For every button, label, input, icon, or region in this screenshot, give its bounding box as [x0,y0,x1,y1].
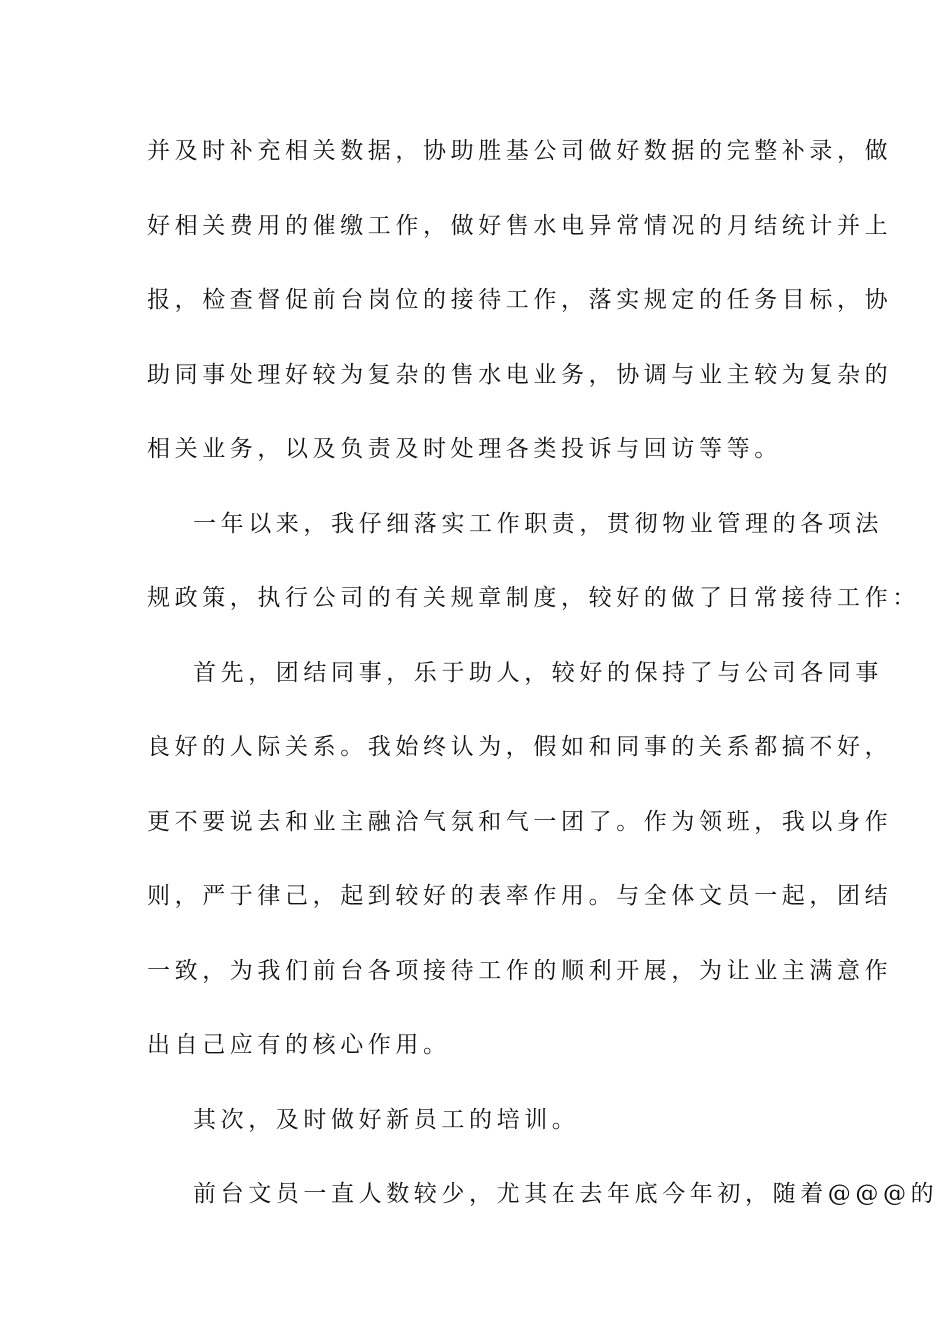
text-line: 则，严于律己，起到较好的表率作用。与全体文员一起，团结 [147,883,893,909]
paragraph-first-line: 首先，团结同事，乐于助人，较好的保持了与公司各同事 [193,659,883,686]
paragraph-first-line: 前台文员一直人数较少，尤其在去年底今年初，随着@@@的 [193,1181,939,1207]
text-line: 一致，为我们前台各项接待工作的顺利开展，为让业主满意作 [147,957,893,984]
text-line: 并及时补充相关数据，协助胜基公司做好数据的完整补录，做 [147,138,893,164]
text-line: 出自己应有的核心作用。 [147,1032,451,1058]
paragraph-first-line: 一年以来，我仔细落实工作职责，贯彻物业管理的各项法 [193,510,883,537]
text-line: 良好的人际关系。我始终认为，假如和同事的关系都搞不好， [147,734,893,760]
text-line: 规政策，执行公司的有关规章制度，较好的做了日常接待工作： [147,585,920,611]
text-line: 报，检查督促前台岗位的接待工作，落实规定的任务目标，协 [147,287,893,313]
text-line: 相关业务，以及负责及时处理各类投诉与回访等等。 [147,436,782,462]
text-line: 助同事处理好较为复杂的售水电业务，协调与业主较为复杂的 [147,361,893,388]
paragraph-first-line: 其次，及时做好新员工的培训。 [193,1106,580,1133]
text-line: 更不要说去和业主融洽气氛和气一团了。作为领班，我以身作 [147,808,893,835]
document-body [147,128,939,1246]
text-line: 好相关费用的催缴工作，做好售水电异常情况的月结统计并上 [147,212,893,239]
